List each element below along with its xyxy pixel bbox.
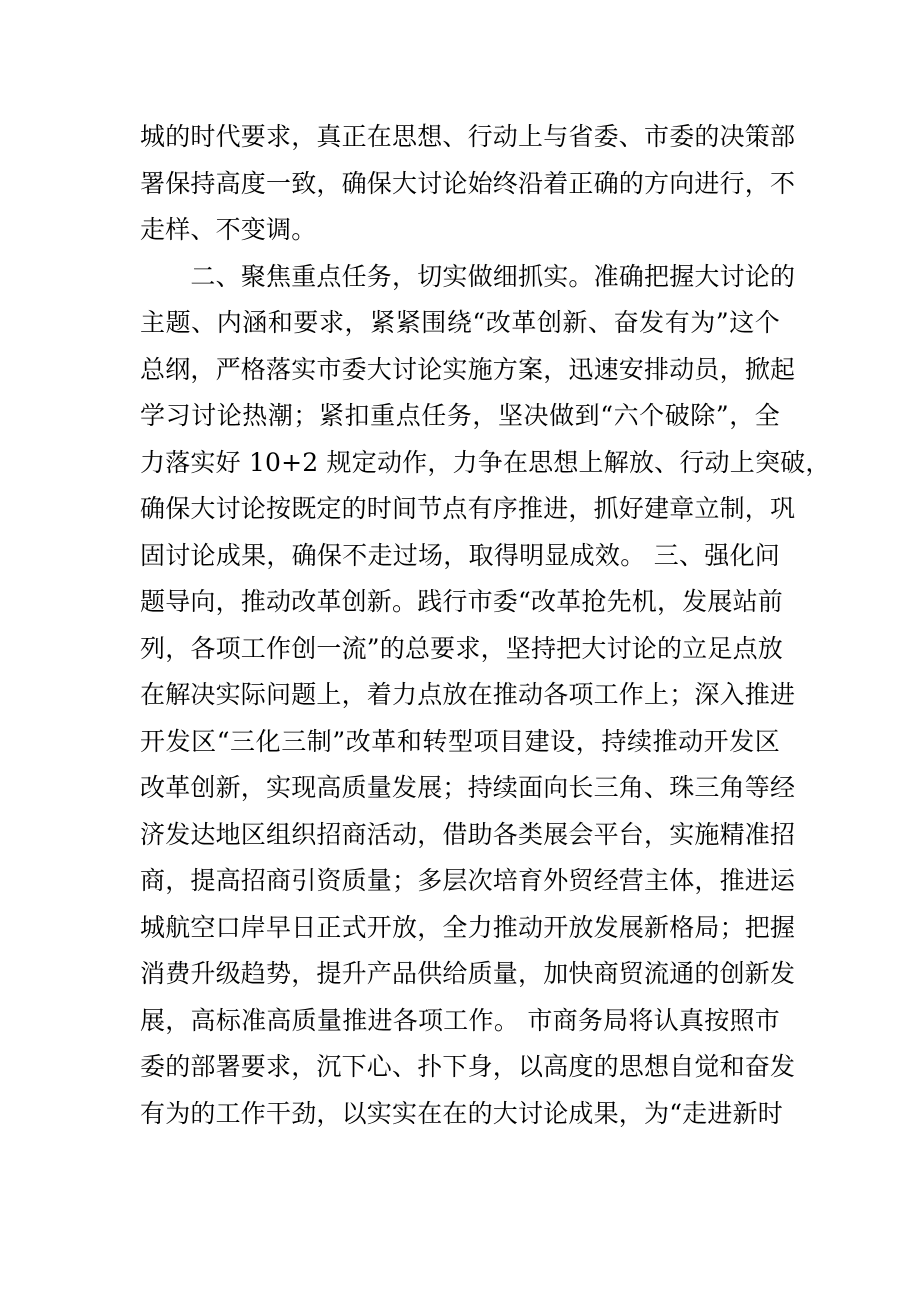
text-line: 题导向，推动改革创新。践行市委“改革抢先机，发展站前 [140,587,783,616]
text-line: 商，提高招商引资质量；多层次培育外贸经营主体，推进运 [140,866,796,895]
text-line: 开发区“三化三制”改革和转型项目建设，持续推动开发区 [140,726,780,756]
text-line: 委的部署要求，沉下心、扑下身，以高度的思想自觉和奋发 [140,1052,796,1081]
text-line: 走样、不变调。 [140,215,317,244]
text-line: 在解决实际问题上，着力点放在推动各项工作上；深入推进 [140,680,796,709]
text-line: 有为的工作干劲，以实实在在的大讨论成果，为“走进新时 [140,1098,783,1128]
text-line: 改革创新，实现高质量发展；持续面向长三角、珠三角等经 [140,773,796,802]
text-line: 署保持高度一致，确保大讨论始终沿着正确的方向进行，不 [140,168,796,198]
text-line: 确保大讨论按既定的时间节点有序推进，抓好建章立制，巩 [140,494,796,523]
text-line: 消费升级趋势，提升产品供给质量，加快商贸流通的创新发 [140,959,796,988]
text-line: 城的时代要求，真正在思想、行动上与省委、市委的决策部 [140,122,796,151]
text-line: 城航空口岸早日正式开放，全力推动开放发展新格局；把握 [140,912,796,942]
text-line: 力落实好 10+2 规定动作，力争在思想上解放、行动上突破， [140,447,831,477]
text-line: 固讨论成果，确保不走过场，取得明显成效。 三、强化问 [140,540,780,570]
text-line: 展，高标准高质量推进各项工作。 市商务局将认真按照市 [140,1005,780,1035]
text-line: 列，各项工作创一流”的总要求，坚持把大讨论的立足点放 [140,633,783,663]
text-line: 二、聚焦重点任务，切实做细抓实。准确把握大讨论的 [140,261,796,291]
body-text [140,114,831,1137]
text-line: 主题、内涵和要求，紧紧围绕“改革创新、奋发有为”这个 [140,308,780,337]
text-line: 总纲，严格落实市委大讨论实施方案，迅速安排动员，掀起 [140,354,796,384]
text-line: 济发达地区组织招商活动，借助各类展会平台，实施精准招 [140,819,796,849]
text-line: 学习讨论热潮；紧扣重点任务，坚决做到“六个破除”，全 [140,401,780,430]
